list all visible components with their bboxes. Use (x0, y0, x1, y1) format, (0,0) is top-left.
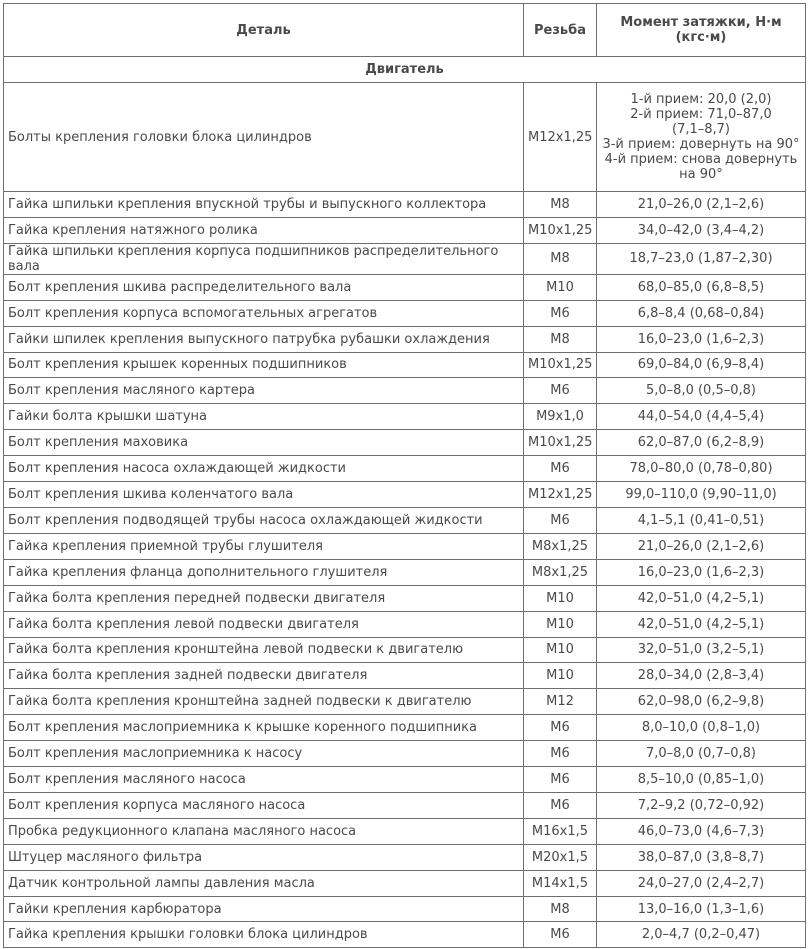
cell-part: Болт крепления маховика (4, 430, 524, 456)
table-row (4, 767, 806, 793)
cell-torque: 8,5–10,0 (0,85–1,0) (597, 767, 806, 793)
cell-torque: 28,0–34,0 (2,8–3,4) (597, 663, 806, 689)
cell-torque: 42,0–51,0 (4,2–5,1) (597, 611, 806, 637)
cell-thread: M10 (524, 611, 597, 637)
cell-torque: 7,0–8,0 (0,7–0,8) (597, 741, 806, 767)
cell-thread: M6 (524, 715, 597, 741)
cell-part: Гайка шпильки крепления корпуса подшипников распределительного вала (4, 243, 524, 274)
table-row (4, 378, 806, 404)
cell-part: Гайки болта крышки шатуна (4, 404, 524, 430)
cell-part: Болт крепления шкива коленчатого вала (4, 482, 524, 508)
cell-torque: 16,0–23,0 (1,6–2,3) (597, 326, 806, 352)
table-row (4, 689, 806, 715)
cell-torque: 21,0–26,0 (2,1–2,6) (597, 192, 806, 218)
cell-thread: M14x1,5 (524, 870, 597, 896)
cell-thread: M8 (524, 326, 597, 352)
cell-torque: 34,0–42,0 (3,4–4,2) (597, 217, 806, 243)
cell-part: Болт крепления подводящей трубы насоса охлаждающей жидкости (4, 507, 524, 533)
cell-torque: 2,0–4,7 (0,2–0,47) (597, 922, 806, 948)
cell-torque: 5,0–8,0 (0,5–0,8) (597, 378, 806, 404)
cell-thread: M8 (524, 243, 597, 274)
cell-torque: 32,0–51,0 (3,2–5,1) (597, 637, 806, 663)
cell-part: Болт крепления насоса охлаждающей жидкости (4, 456, 524, 482)
torque-line: (7,1–8,7) (672, 122, 730, 137)
cell-thread: M10 (524, 663, 597, 689)
cell-torque: 7,2–9,2 (0,72–0,92) (597, 792, 806, 818)
cell-thread: M6 (524, 741, 597, 767)
cell-part: Болт крепления корпуса вспомогательных агрегатов (4, 300, 524, 326)
cell-torque: 6,8–8,4 (0,68–0,84) (597, 300, 806, 326)
section-row (4, 57, 806, 83)
cell-torque: 62,0–98,0 (6,2–9,8) (597, 689, 806, 715)
cell-torque: 4,1–5,1 (0,41–0,51) (597, 507, 806, 533)
table-row (4, 456, 806, 482)
cell-torque: 68,0–85,0 (6,8–8,5) (597, 274, 806, 300)
table-row (4, 818, 806, 844)
cell-thread: M20x1,5 (524, 844, 597, 870)
cell-torque: 18,7–23,0 (1,87–2,30) (597, 243, 806, 274)
cell-part: Болт крепления корпуса масляного насоса (4, 792, 524, 818)
cell-thread: M6 (524, 507, 597, 533)
cell-part: Болт крепления крышек коренных подшипников (4, 352, 524, 378)
table-row (4, 844, 806, 870)
cell-thread: M12x1,25 (524, 482, 597, 508)
table-row (4, 715, 806, 741)
cell-thread: M8x1,25 (524, 559, 597, 585)
cell-part: Гайка крепления фланца дополнительного глушителя (4, 559, 524, 585)
cell-part: Гайка болта крепления задней подвески двигателя (4, 663, 524, 689)
cell-torque: 78,0–80,0 (0,78–0,80) (597, 456, 806, 482)
cell-thread: M8 (524, 192, 597, 218)
cell-thread: M8 (524, 896, 597, 922)
table-row (4, 741, 806, 767)
cell-part: Гайка крепления натяжного ролика (4, 217, 524, 243)
cell-thread: M6 (524, 792, 597, 818)
table-row (4, 792, 806, 818)
cell-part: Штуцер масляного фильтра (4, 844, 524, 870)
cell-part: Гайка болта крепления кронштейна левой подвески к двигателю (4, 637, 524, 663)
table-row (4, 663, 806, 689)
cell-torque: 38,0–87,0 (3,8–8,7) (597, 844, 806, 870)
section-title: Двигатель (4, 57, 806, 83)
torque-line: на 90° (679, 167, 723, 182)
table-row (4, 217, 806, 243)
cell-part: Гайки крепления карбюратора (4, 896, 524, 922)
cell-part: Болт крепления маслоприемника к насосу (4, 741, 524, 767)
table-row (4, 300, 806, 326)
cell-part: Гайка шпильки крепления впускной трубы и выпускного коллектора (4, 192, 524, 218)
table-row (4, 482, 806, 508)
cell-part: Болт крепления масляного насоса (4, 767, 524, 793)
cell-part: Болт крепления масляного картера (4, 378, 524, 404)
table-row (4, 585, 806, 611)
table-row (4, 637, 806, 663)
cell-thread: M10x1,25 (524, 352, 597, 378)
table-row (4, 326, 806, 352)
cell-thread: M10 (524, 274, 597, 300)
cell-part: Гайка болта крепления передней подвески двигателя (4, 585, 524, 611)
cell-part: Болт крепления шкива распределительного вала (4, 274, 524, 300)
header-part: Деталь (4, 4, 524, 57)
cell-part: Болты крепления головки блока цилиндров (4, 83, 524, 192)
table-row (4, 83, 806, 192)
cell-torque (597, 83, 806, 192)
cell-thread: M12x1,25 (524, 83, 597, 192)
cell-part: Датчик контрольной лампы давления масла (4, 870, 524, 896)
cell-torque: 42,0–51,0 (4,2–5,1) (597, 585, 806, 611)
table-row (4, 507, 806, 533)
cell-torque: 16,0–23,0 (1,6–2,3) (597, 559, 806, 585)
table-row (4, 870, 806, 896)
cell-thread: M6 (524, 922, 597, 948)
cell-thread: M6 (524, 378, 597, 404)
cell-torque: 21,0–26,0 (2,1–2,6) (597, 533, 806, 559)
table-body (4, 57, 806, 948)
cell-thread: M12 (524, 689, 597, 715)
header-thread: Резьба (524, 4, 597, 57)
cell-thread: M6 (524, 300, 597, 326)
cell-torque: 69,0–84,0 (6,9–8,4) (597, 352, 806, 378)
cell-torque: 13,0–16,0 (1,3–1,6) (597, 896, 806, 922)
torque-line: 2-й прием: 71,0–87,0 (630, 107, 772, 122)
cell-thread: M6 (524, 767, 597, 793)
torque-line: 1-й прием: 20,0 (2,0) (630, 92, 772, 107)
table-row (4, 243, 806, 274)
cell-torque: 44,0–54,0 (4,4–5,4) (597, 404, 806, 430)
torque-line: 4-й прием: снова довернуть (604, 152, 798, 167)
cell-thread: M10 (524, 637, 597, 663)
table-row (4, 192, 806, 218)
cell-torque: 62,0–87,0 (6,2–8,9) (597, 430, 806, 456)
table-row (4, 559, 806, 585)
table-row (4, 352, 806, 378)
cell-torque: 24,0–27,0 (2,4–2,7) (597, 870, 806, 896)
cell-torque: 99,0–110,0 (9,90–11,0) (597, 482, 806, 508)
table-row (4, 611, 806, 637)
header-torque: Момент затяжки, Н·м (кгс·м) (597, 4, 806, 57)
cell-thread: M10x1,25 (524, 430, 597, 456)
cell-thread: M8x1,25 (524, 533, 597, 559)
cell-part: Гайка крепления крышки головки блока цилиндров (4, 922, 524, 948)
cell-part: Пробка редукционного клапана масляного насоса (4, 818, 524, 844)
cell-part: Гайка болта крепления кронштейна задней подвески к двигателю (4, 689, 524, 715)
cell-thread: M10 (524, 585, 597, 611)
cell-part: Гайка крепления приемной трубы глушителя (4, 533, 524, 559)
table-row (4, 430, 806, 456)
cell-torque: 8,0–10,0 (0,8–1,0) (597, 715, 806, 741)
cell-thread: M16x1,5 (524, 818, 597, 844)
table-row (4, 274, 806, 300)
table-row (4, 922, 806, 948)
cell-thread: M6 (524, 456, 597, 482)
cell-thread: M9x1,0 (524, 404, 597, 430)
table-header-row (4, 4, 806, 57)
table-row (4, 404, 806, 430)
cell-part: Гайки шпилек крепления выпускного патрубка рубашки охлаждения (4, 326, 524, 352)
torque-line: 3-й прием: довернуть на 90° (602, 137, 800, 152)
table-row (4, 533, 806, 559)
cell-thread: M10x1,25 (524, 217, 597, 243)
cell-part: Гайка болта крепления левой подвески двигателя (4, 611, 524, 637)
cell-part: Болт крепления маслоприемника к крышке коренного подшипника (4, 715, 524, 741)
table-row (4, 896, 806, 922)
cell-torque: 46,0–73,0 (4,6–7,3) (597, 818, 806, 844)
torque-table (3, 3, 806, 948)
